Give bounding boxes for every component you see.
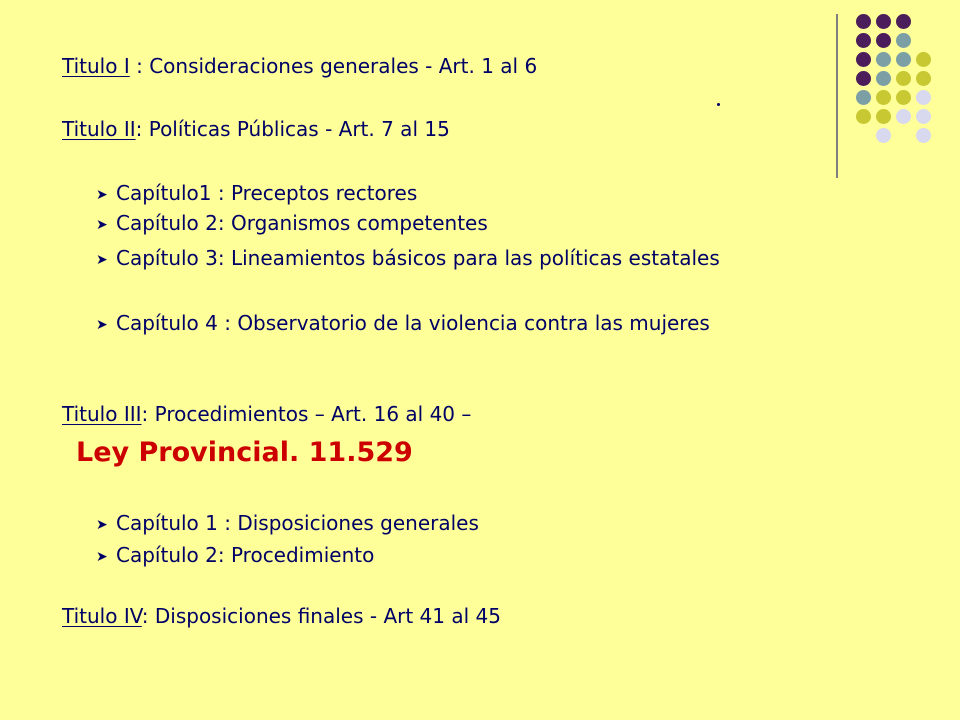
- titulo-2-heading: Titulo II: [62, 117, 136, 141]
- titulo-1-text: : Consideraciones generales - Art. 1 al 6: [129, 54, 538, 78]
- decorative-dot: [876, 33, 891, 48]
- decorative-dot: [876, 109, 891, 124]
- titulo-1-line: [62, 54, 537, 78]
- decorative-dot: [916, 71, 931, 86]
- titulo-3-line: [62, 402, 471, 426]
- decorative-dot: [856, 109, 871, 124]
- titulo-2-text: : Políticas Públicas - Art. 7 al 15: [135, 117, 450, 141]
- list-item: ➤ Capítulo 1 : Disposiciones generales: [96, 508, 796, 538]
- decorative-dot: [896, 14, 911, 29]
- decorative-dot: [876, 14, 891, 29]
- titulo-4-heading: Titulo IV: [62, 604, 142, 628]
- decorative-dot: [916, 109, 931, 124]
- decorative-dot: [876, 71, 891, 86]
- decorative-dot: [916, 52, 931, 67]
- decorative-dot: [896, 90, 911, 105]
- titulo-2-line: [62, 117, 450, 141]
- stray-dot: [717, 103, 720, 106]
- list-item: ➤ Capítulo 2: Organismos competentes: [96, 208, 796, 238]
- list-item: ➤ Capítulo 2: Procedimiento: [96, 540, 796, 570]
- arrow-bullet-icon: ➤: [96, 549, 108, 565]
- decorative-dot: [916, 90, 931, 105]
- titulo-3-heading: Titulo III: [62, 402, 142, 426]
- ley-provincial-label: Ley Provincial. 11.529: [76, 437, 413, 468]
- decorative-dot: [896, 33, 911, 48]
- titulo-4-line: [62, 604, 501, 628]
- arrow-bullet-icon: ➤: [96, 252, 108, 268]
- decorative-dot: [856, 90, 871, 105]
- decorative-dot: [876, 90, 891, 105]
- titulo-3-text: : Procedimientos – Art. 16 al 40 –: [141, 402, 472, 426]
- list-item: ➤ Capítulo1 : Preceptos rectores: [96, 178, 796, 208]
- arrow-bullet-icon: ➤: [96, 317, 108, 333]
- decorative-dot: [896, 52, 911, 67]
- list-item: ➤ Capítulo 4 : Observatorio de la violencia contra las mujeres: [96, 308, 776, 338]
- decorative-dot: [856, 71, 871, 86]
- decorative-dot: [916, 128, 931, 143]
- decorative-dot: [856, 52, 871, 67]
- arrow-bullet-icon: ➤: [96, 187, 108, 203]
- decorative-dot: [856, 14, 871, 29]
- list-item: ➤ Capítulo 3: Lineamientos básicos para las políticas estatales: [96, 243, 776, 273]
- decorative-dot-grid: [850, 14, 950, 154]
- decorative-divider: [836, 14, 838, 178]
- titulo-4-text: : Disposiciones finales - Art 41 al 45: [141, 604, 501, 628]
- decorative-dot: [876, 52, 891, 67]
- decorative-dot: [896, 71, 911, 86]
- decorative-dot: [896, 109, 911, 124]
- titulo-1-heading: Titulo I: [62, 54, 130, 78]
- arrow-bullet-icon: ➤: [96, 517, 108, 533]
- decorative-dot: [876, 128, 891, 143]
- arrow-bullet-icon: ➤: [96, 217, 108, 233]
- decorative-dot: [856, 33, 871, 48]
